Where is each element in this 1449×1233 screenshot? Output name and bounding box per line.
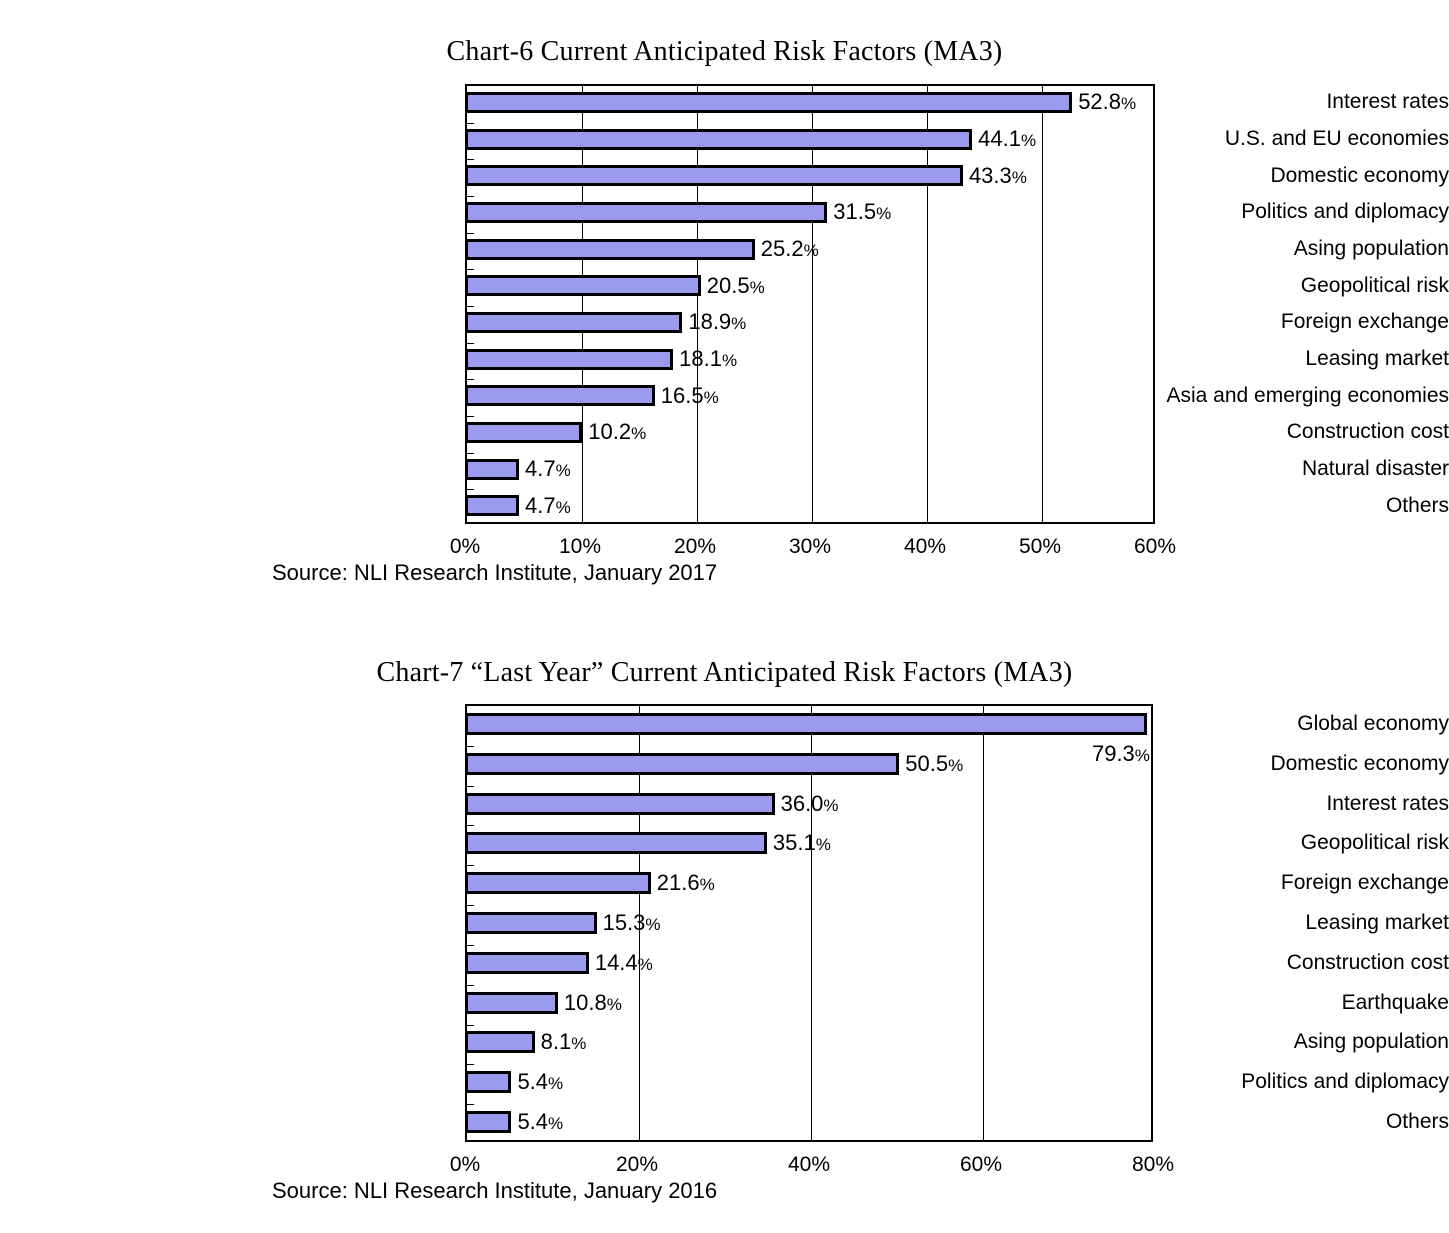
gridline [1042,86,1043,522]
bar [465,349,673,370]
x-axis-tick-label: 80% [1131,1153,1175,1176]
bar [465,753,899,775]
bar [465,202,827,223]
value-label: 10.8% [563,989,622,1015]
chart-6-title: Chart-6 Current Anticipated Risk Factors (MA3) [446,36,1003,67]
x-axis-tick-label: 20% [673,535,717,558]
bar [465,92,1072,113]
value-label: 43.3% [968,162,1027,188]
value-label: 10.2% [588,419,647,445]
category-label: Leasing market [1305,347,1449,370]
value-label: 15.3% [602,910,661,935]
category-label: Global economy [1297,711,1449,735]
gridline [927,86,928,522]
category-label: Interest rates [1326,90,1449,114]
bar [465,1111,511,1133]
y-axis-tick [467,1064,474,1065]
value-label: 36.0% [780,790,839,816]
bar [465,1031,535,1053]
y-axis-tick [467,489,474,490]
y-axis-tick [467,1025,474,1026]
category-label: Interest rates [1326,791,1449,815]
value-label: 5.4% [517,1069,564,1095]
value-label: 18.1% [679,346,738,371]
bar [465,495,519,516]
value-label: 4.7% [525,456,571,481]
value-label: 21.6% [656,870,715,896]
bar [465,275,701,296]
category-label: Foreign exchange [1280,310,1449,334]
y-axis-tick [467,786,474,787]
chart-7-title: Chart-7 “Last Year” Current Anticipated Risk Factors (MA3) [376,657,1073,688]
category-label: Earthquake [1341,990,1449,1014]
y-axis-tick [467,945,474,946]
value-label: 5.4% [517,1109,564,1135]
y-axis-tick [467,233,474,234]
value-label: 18.9% [688,309,747,335]
y-axis-tick [467,123,474,124]
category-label: Construction cost [1286,420,1449,444]
category-label: Construction cost [1286,950,1449,974]
bar [465,872,651,894]
value-label: 52.8% [1078,89,1137,115]
value-label: 35.1% [772,830,831,856]
x-axis-tick-label: 20% [615,1153,659,1176]
x-axis-tick-label: 60% [959,1153,1003,1176]
x-axis-tick-label: 0% [449,535,481,558]
category-label: Foreign exchange [1280,871,1449,895]
category-label: Politics and diplomacy [1241,200,1449,224]
category-label: Asia and emerging economies [1166,383,1449,407]
x-axis-tick-label: 40% [787,1153,831,1176]
x-axis-tick-label: 50% [1018,535,1062,558]
x-axis-tick-label: 60% [1133,535,1177,558]
category-label: Politics and diplomacy [1241,1070,1449,1094]
bar [465,312,682,333]
category-label: Leasing market [1305,911,1449,934]
category-label: Asing population [1293,1030,1449,1054]
bar [465,713,1147,735]
gridline [582,86,583,522]
bar [465,992,558,1014]
bar [465,239,755,260]
value-label: 14.4% [594,949,653,975]
y-axis-tick [467,343,474,344]
category-label: Asing population [1293,237,1449,260]
value-label: 25.2% [760,236,819,261]
gridline [697,86,698,522]
value-label: 50.5% [905,750,964,776]
bar [465,1071,511,1093]
y-axis-tick [467,746,474,747]
y-axis-tick [467,416,474,417]
y-axis-tick [467,985,474,986]
bar [465,832,767,854]
category-label: Domestic economy [1270,163,1449,187]
y-axis-tick [467,825,474,826]
y-axis-tick [467,905,474,906]
gridline [983,706,984,1140]
y-axis-tick [467,269,474,270]
y-axis-tick [467,379,474,380]
category-label: Geopolitical risk [1300,273,1449,297]
bar [465,952,589,974]
y-axis-tick [467,306,474,307]
bar [465,912,597,934]
bar [465,165,963,186]
value-label: 20.5% [706,272,765,298]
category-label: Geopolitical risk [1300,831,1449,855]
bar [465,385,655,406]
category-label: Natural disaster [1301,457,1449,480]
category-label: Others [1385,1110,1449,1134]
y-axis-tick [467,159,474,160]
y-axis-tick [467,196,474,197]
gridline [812,86,813,522]
category-label: U.S. and EU economies [1224,127,1449,150]
x-axis-tick-label: 40% [903,535,947,558]
chart-6-source: Source: NLI Research Institute, January 2017 [272,560,718,585]
y-axis-tick [467,1104,474,1105]
bar [465,129,972,150]
bar [465,793,775,815]
bar [465,422,582,443]
x-axis-tick-label: 30% [788,535,832,558]
value-label: 79.3% [1091,740,1150,766]
category-label: Domestic economy [1270,751,1449,775]
bar [465,459,519,480]
y-axis-tick [467,865,474,866]
y-axis-tick [467,453,474,454]
x-axis-tick-label: 10% [558,535,602,558]
chart-7-source: Source: NLI Research Institute, January 2016 [272,1178,718,1203]
value-label: 31.5% [833,199,892,225]
category-label: Others [1385,493,1449,517]
value-label: 44.1% [978,126,1037,151]
value-label: 8.1% [540,1029,587,1055]
x-axis-tick-label: 0% [449,1153,481,1176]
value-label: 16.5% [660,382,719,408]
value-label: 4.7% [525,492,571,518]
